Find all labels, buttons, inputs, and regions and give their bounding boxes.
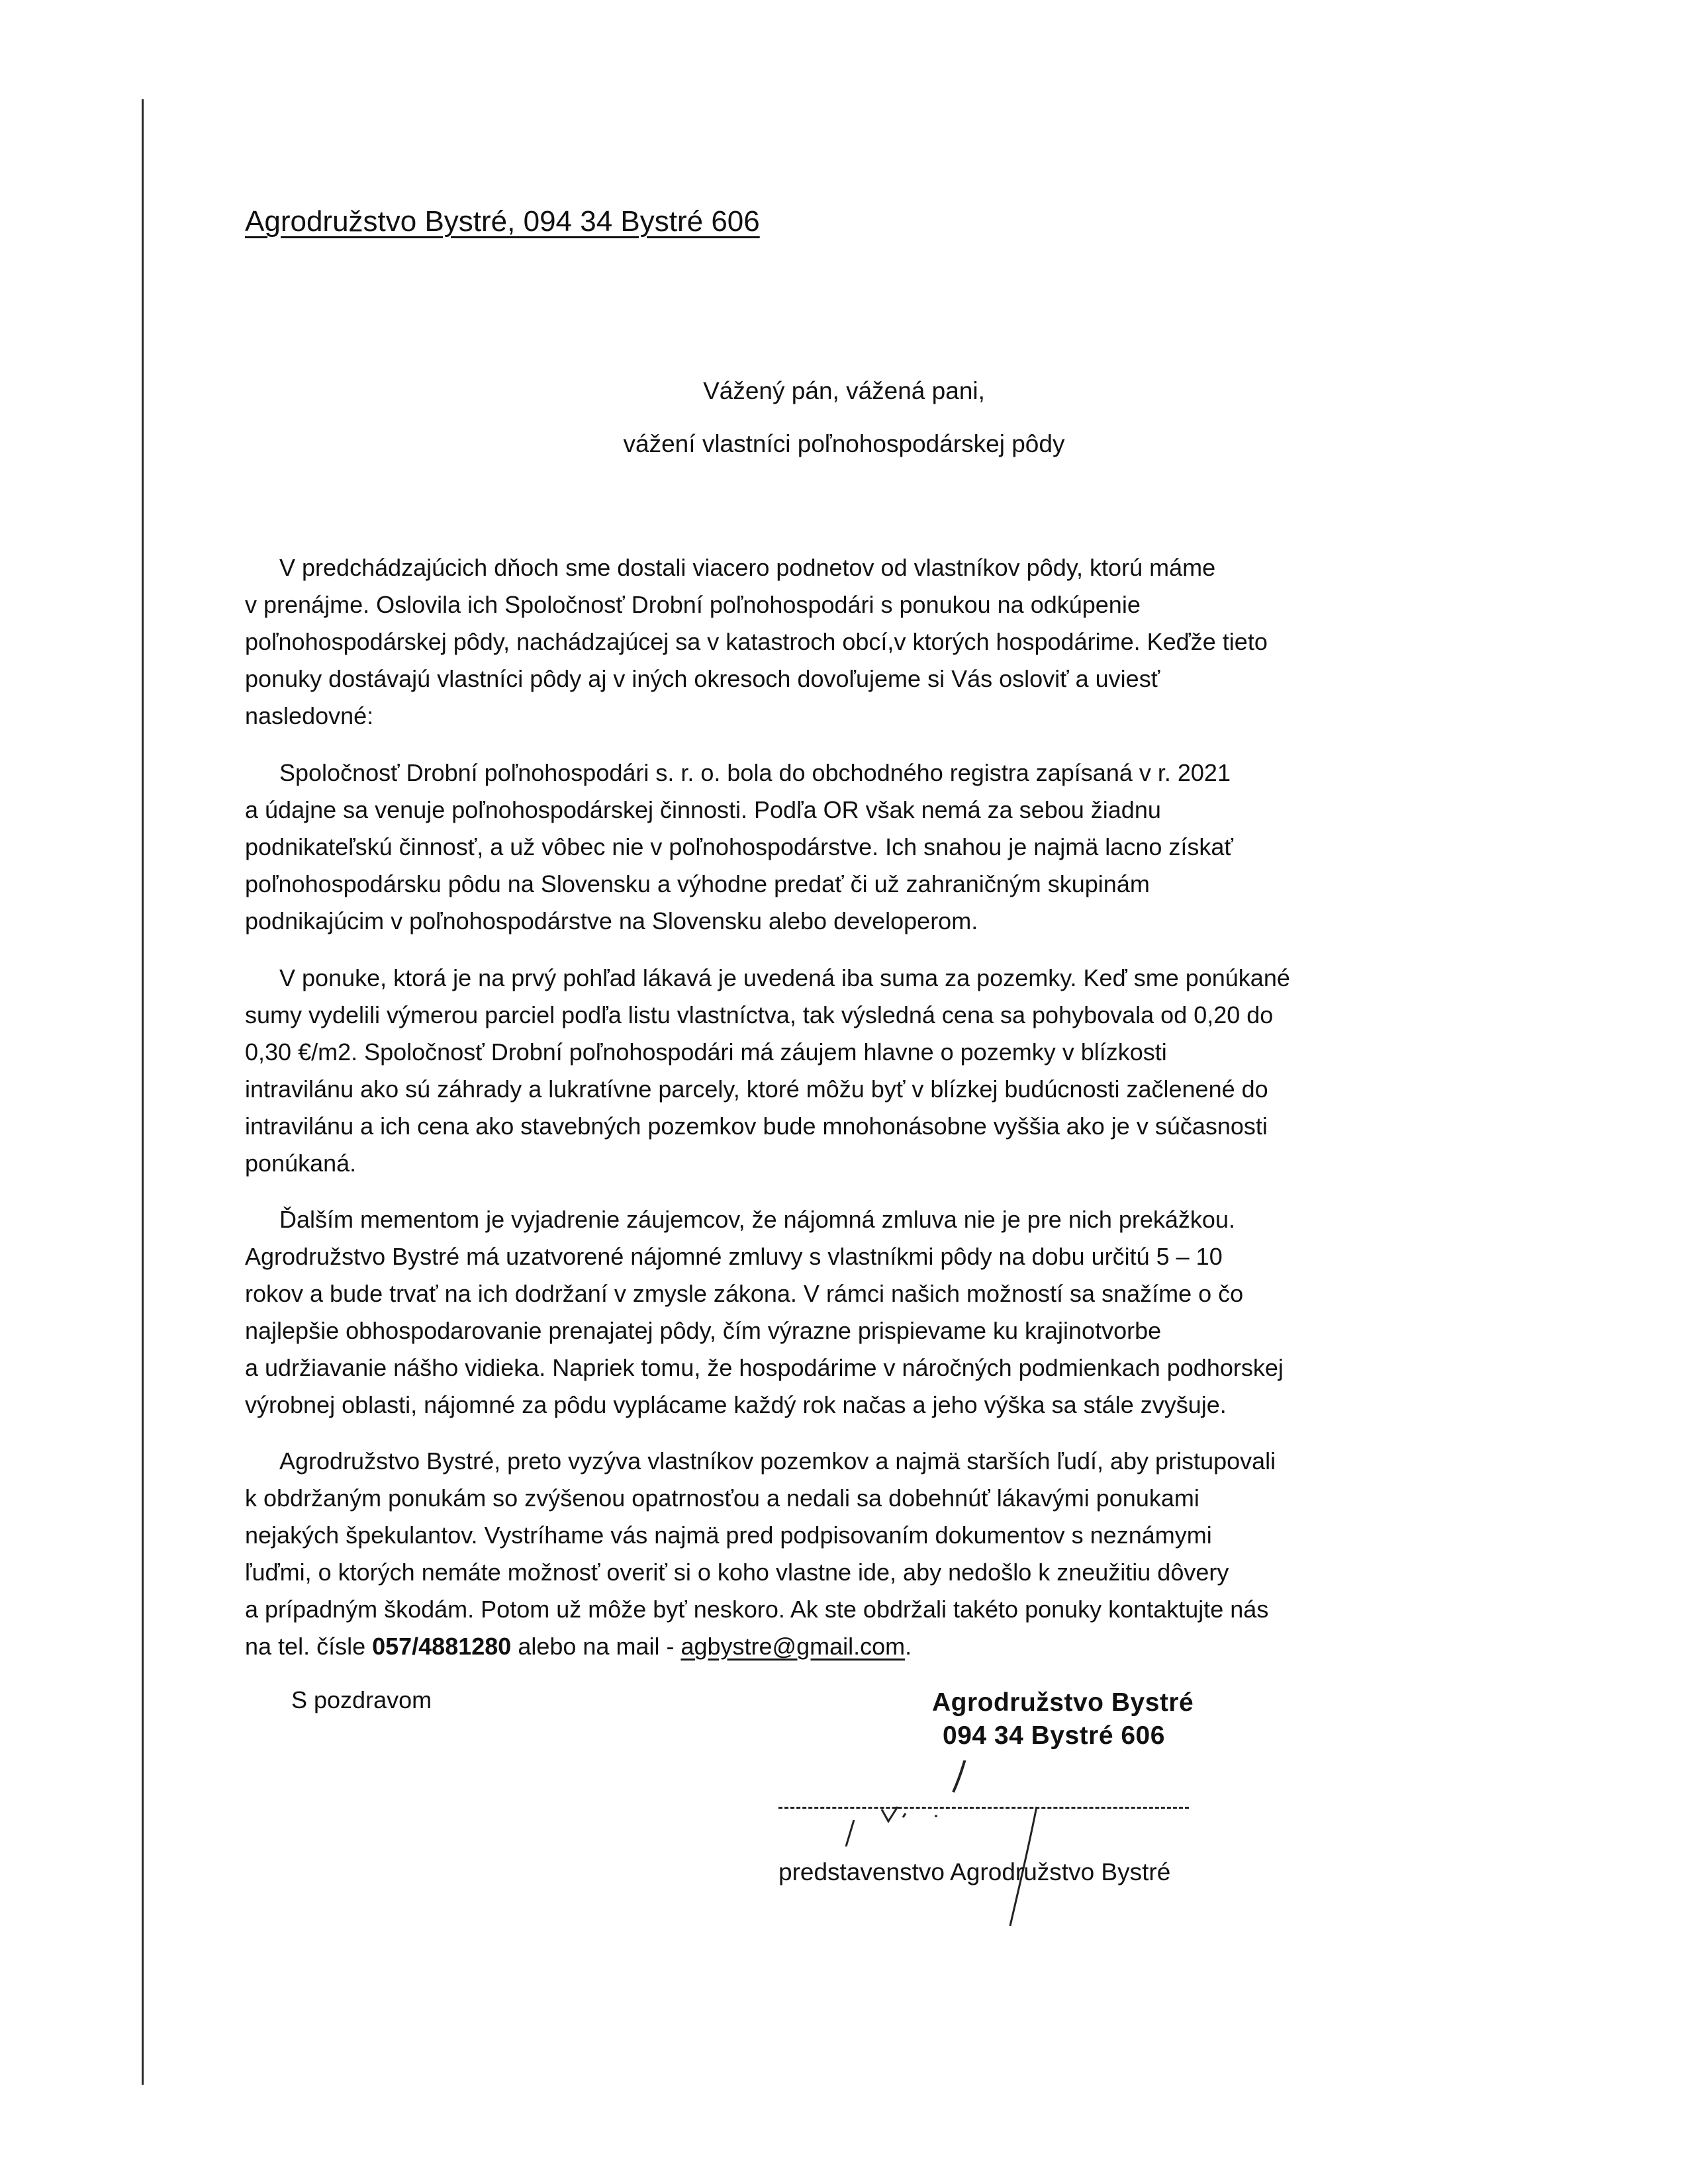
paragraph-line: intravilánu a ich cena ako stavebných pozemkov bude mnohonásobne vyššia ako je v súčasnosti <box>245 1113 1268 1140</box>
contact-prefix: na tel. čísle <box>245 1633 373 1660</box>
email-link[interactable]: agbystre@gmail.com <box>680 1633 906 1660</box>
paragraph-line: poľnohospodársku pôdu na Slovensku a výhodne predať či už zahraničným skupinám <box>245 870 1150 897</box>
paragraph-line: Spoločnosť Drobní poľnohospodári s. r. o. bola do obchodného registra zapísaná v r. 2021 <box>279 759 1231 786</box>
paragraph-line: podnikateľskú činnosť, a už vôbec nie v poľnohospodárstve. Ich snahou je najmä lacno získať <box>245 833 1233 860</box>
signature-dashed-line <box>778 1807 1189 1809</box>
paragraph-offer <box>245 960 1377 1182</box>
salutation-line-2: vážení vlastníci poľnohospodárskej pôdy <box>623 430 1065 457</box>
paragraph-line: Agrodružstvo Bystré má uzatvorené nájomné zmluvy s vlastníkmi pôdy na dobu určitú 5 – 10 <box>245 1243 1223 1270</box>
handwritten-signature <box>774 1760 1198 1933</box>
paragraph-line: poľnohospodárskej pôdy, nachádzajúcej sa v katastroch obcí,v ktorých hospodárime. Keďže tieto <box>245 628 1268 655</box>
contact-line <box>245 1628 1377 1665</box>
letterhead: Agrodružstvo Bystré, 094 34 Bystré 606 <box>245 205 760 238</box>
paragraph-line: a údajne sa venuje poľnohospodárskej činnosti. Podľa OR však nemá za sebou žiadnu <box>245 796 1161 823</box>
salutation-line-1: Vážený pán, vážená pani, <box>703 377 985 404</box>
paragraph-line: nejakých špekulantov. Vystríhame vás najmä pred podpisovaním dokumentov s neznámymi <box>245 1522 1212 1549</box>
phone-number: 057/4881280 <box>372 1633 512 1660</box>
paragraph-line: podnikajúcim v poľnohospodárstve na Slovensku alebo developerom. <box>245 907 978 934</box>
contact-middle: alebo na mail - <box>511 1633 681 1660</box>
paragraph-line: k obdržaným ponukám so zvýšenou opatrnosťou a nedali sa dobehnúť lákavými ponukami <box>245 1484 1199 1512</box>
paragraph-line: a prípadným škodám. Potom už môže byť neskoro. Ak ste obdržali takéto ponuky kontaktujte nás <box>245 1596 1269 1623</box>
paragraph-line: sumy vydelili výmerou parciel podľa listu vlastníctva, tak výsledná cena sa pohybovala od 0,20 do <box>245 1001 1274 1028</box>
paragraph-intro <box>245 549 1377 735</box>
paragraph-line: Ďalším mementom je vyjadrenie záujemcov, že nájomná zmluva nie je pre nich prekážkou. <box>279 1206 1235 1233</box>
stamp-line-1: Agrodružstvo Bystré <box>932 1688 1194 1717</box>
paragraph-line: ponúkaná. <box>245 1150 357 1177</box>
paragraph-line: Agrodružstvo Bystré, preto vyzýva vlastníkov pozemkov a najmä starších ľudí, aby pristupovali <box>279 1447 1276 1475</box>
paragraph-line: nasledovné: <box>245 702 374 729</box>
paragraph-company <box>245 754 1377 940</box>
paragraph-warning <box>245 1443 1377 1665</box>
paragraph-line: ľuďmi, o ktorých nemáte možnosť overiť si o koho vlastne ide, aby nedošlo k zneužitiu dôvery <box>245 1559 1229 1586</box>
contact-suffix: . <box>905 1633 912 1660</box>
paragraph-line: najlepšie obhospodarovanie prenajatej pôdy, čím výrazne prispievame ku krajinotvorbe <box>245 1317 1162 1344</box>
paragraph-line: intravilánu ako sú záhrady a lukratívne parcely, ktoré môžu byť v blízkej budúcnosti začlenené do <box>245 1075 1268 1103</box>
paragraph-line: 0,30 €/m2. Spoločnosť Drobní poľnohospodári má záujem hlavne o pozemky v blízkosti <box>245 1038 1167 1066</box>
closing-greeting: S pozdravom <box>291 1686 432 1713</box>
paragraph-line: v prenájme. Oslovila ich Spoločnosť Drobní poľnohospodári s ponukou na odkúpenie <box>245 591 1141 618</box>
paragraph-line: rokov a bude trvať na ich dodržaní v zmysle zákona. V rámci našich možností sa snažíme o čo <box>245 1280 1244 1307</box>
stamp-line-2: 094 34 Bystré 606 <box>943 1721 1165 1750</box>
paragraph-line: a udržiavanie nášho vidieka. Napriek tomu, že hospodárime v náročných podmienkach podhorskej <box>245 1354 1284 1381</box>
paragraph-line: V predchádzajúcich dňoch sme dostali viacero podnetov od vlastníkov pôdy, ktorú máme <box>279 554 1216 581</box>
paragraph-line: V ponuke, ktorá je na prvý pohľad lákavá je uvedená iba suma za pozemky. Keď sme ponúkané <box>279 964 1290 991</box>
paragraph-line: ponuky dostávajú vlastníci pôdy aj v iných okresoch dovoľujeme si Vás osloviť a uviesť <box>245 665 1160 692</box>
signature-caption: predstavenstvo Agrodružstvo Bystré <box>778 1858 1171 1886</box>
company-stamp <box>932 1686 1194 1752</box>
paragraph-lease <box>245 1201 1377 1424</box>
paragraph-line: výrobnej oblasti, nájomné za pôdu vyplácame každý rok načas a jeho výška sa stále zvyšuje. <box>245 1391 1227 1418</box>
